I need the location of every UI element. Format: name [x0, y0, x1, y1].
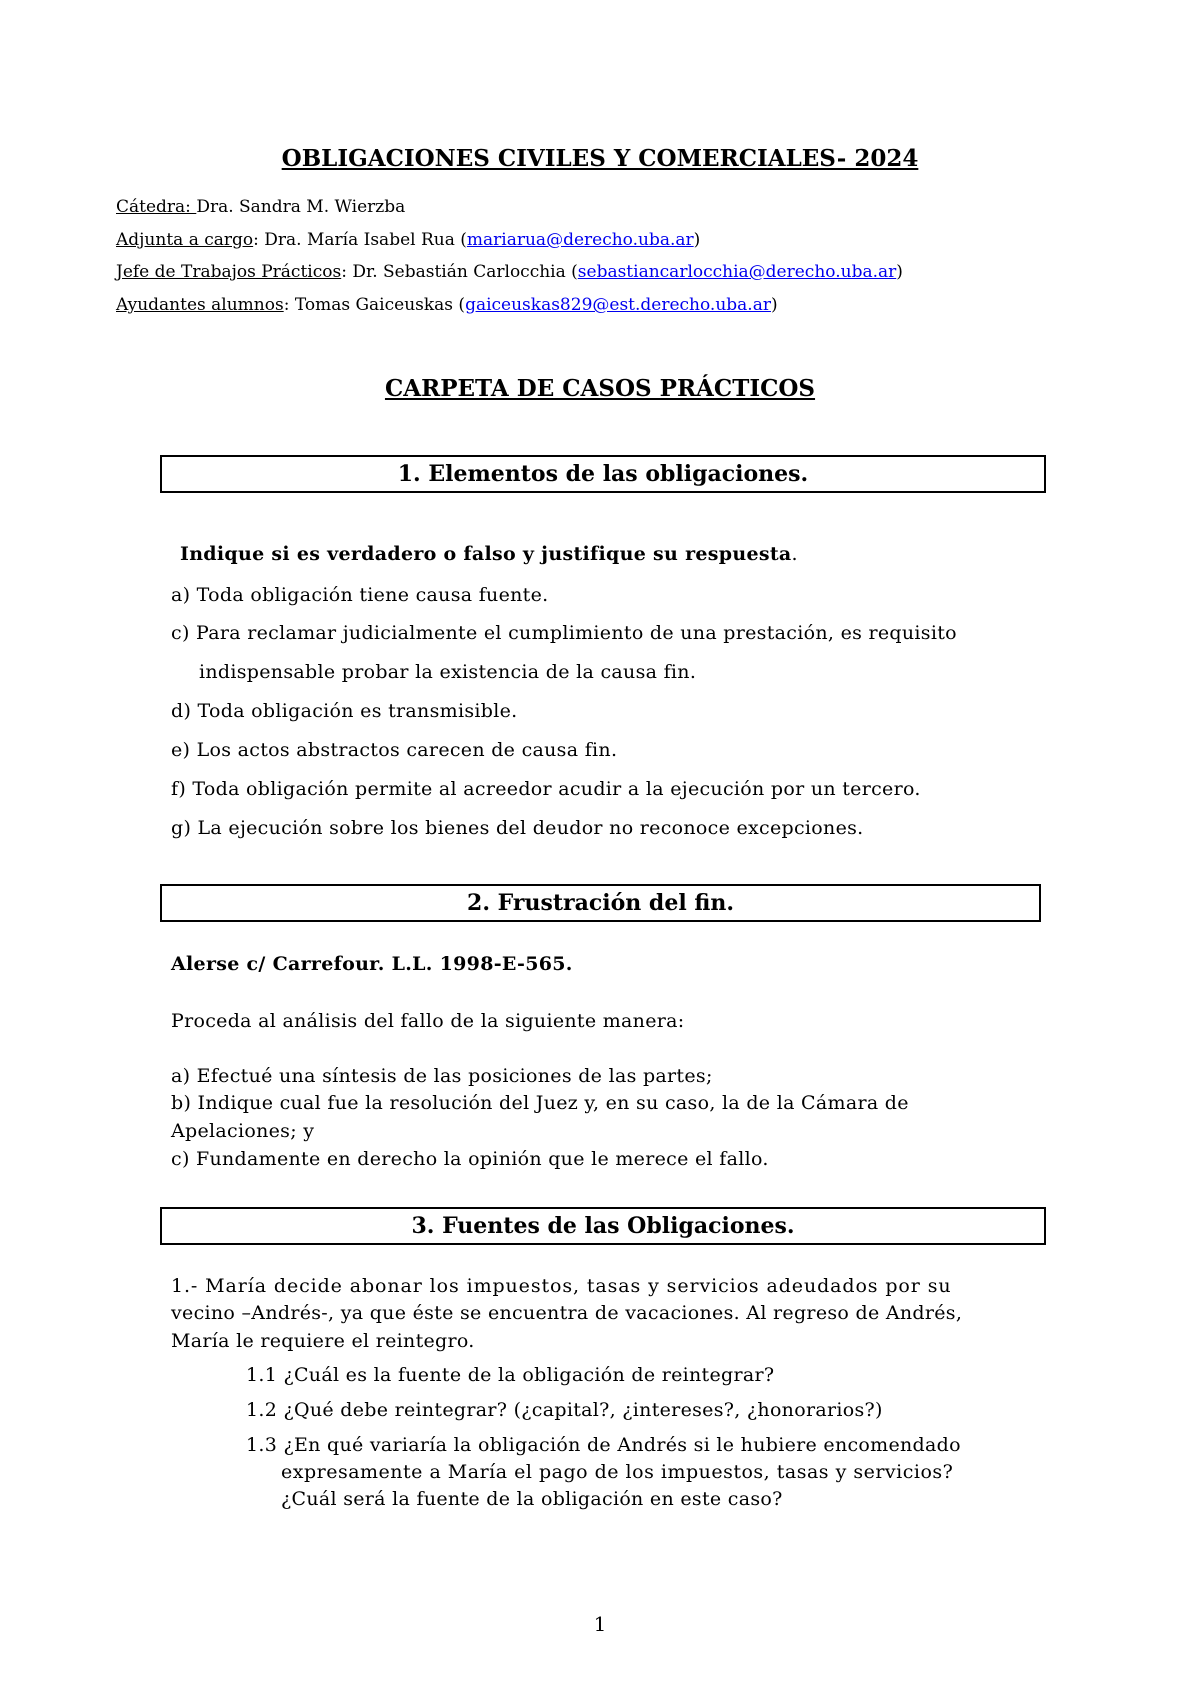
document-title: OBLIGACIONES CIVILES Y COMERCIALES- 2024	[281, 145, 919, 172]
case-paragraph-line: 1.- María decide abonar los impuestos, tasas y servicios adeudados por su	[171, 1275, 952, 1297]
list-item: a) Toda obligación tiene causa fuente.	[171, 584, 549, 606]
question-item: 1.1 ¿Cuál es la fuente de la obligación de reintegrar?	[246, 1364, 775, 1386]
section-2-heading: 2. Frustración del fin.	[160, 884, 1041, 922]
case-citation: Alerse c/ Carrefour. L.L. 1998-E-565.	[171, 953, 573, 975]
document-subtitle: CARPETA DE CASOS PRÁCTICOS	[384, 375, 816, 402]
instruction-end: .	[791, 543, 798, 565]
section-2-intro: Proceda al análisis del fallo de la siguiente manera:	[171, 1010, 685, 1032]
case-paragraph-line: vecino –Andrés-, ya que éste se encuentra de vacaciones. Al regreso de Andrés,	[171, 1302, 963, 1324]
list-item: c) Fundamente en derecho la opinión que le merece el fallo.	[171, 1148, 769, 1170]
question-item: 1.2 ¿Qué debe reintegrar? (¿capital?, ¿intereses?, ¿honorarios?)	[246, 1399, 883, 1421]
email-link[interactable]: mariarua@derecho.uba.ar	[466, 230, 694, 250]
list-item: d) Toda obligación es transmisible.	[171, 700, 518, 722]
staff-name: Dra. Sandra M. Wierzba	[196, 197, 406, 217]
staff-catedra	[116, 197, 405, 217]
list-item: a) Efectué una síntesis de las posiciones de las partes;	[171, 1065, 713, 1087]
section-1-heading: 1. Elementos de las obligaciones.	[160, 455, 1046, 493]
list-item: c) Para reclamar judicialmente el cumplimiento de una prestación, es requisito	[171, 622, 957, 644]
staff-name: : Tomas Gaiceuskas (	[283, 295, 466, 315]
staff-after: )	[693, 230, 701, 250]
staff-name: : Dr. Sebastián Carlocchia (	[341, 262, 578, 282]
staff-ayudantes	[116, 295, 778, 315]
staff-name: : Dra. María Isabel Rua (	[253, 230, 467, 250]
staff-role: Ayudantes alumnos	[116, 295, 284, 315]
section-1-instruction	[180, 543, 798, 565]
list-item-continuation: indispensable probar la existencia de la causa fin.	[199, 661, 697, 683]
staff-adjunta	[116, 230, 700, 250]
staff-role: Jefe de Trabajos Prácticos	[116, 262, 342, 282]
instruction-text: Indique si es verdadero o falso y justifique su respuesta	[180, 543, 792, 565]
staff-after: )	[896, 262, 903, 282]
list-item: g) La ejecución sobre los bienes del deudor no reconoce excepciones.	[171, 817, 864, 839]
email-link[interactable]: gaiceuskas829@est.derecho.uba.ar	[465, 295, 771, 315]
staff-jtp	[116, 262, 903, 282]
staff-after: )	[770, 295, 778, 315]
list-item: b) Indique cual fue la resolución del Juez y, en su caso, la de la Cámara de	[171, 1092, 909, 1114]
section-3-heading: 3. Fuentes de las Obligaciones.	[160, 1207, 1046, 1245]
email-link[interactable]: sebastiancarlocchia@derecho.uba.ar	[577, 262, 897, 282]
list-item: e) Los actos abstractos carecen de causa fin.	[171, 739, 618, 761]
case-paragraph-line: María le requiere el reintegro.	[171, 1330, 475, 1352]
question-continuation: expresamente a María el pago de los impuestos, tasas y servicios?	[281, 1461, 954, 1483]
page-number: 1	[593, 1612, 607, 1636]
list-item: f) Toda obligación permite al acreedor acudir a la ejecución por un tercero.	[171, 778, 921, 800]
question-item: 1.3 ¿En qué variaría la obligación de Andrés si le hubiere encomendado	[246, 1434, 961, 1456]
list-item-continuation: Apelaciones; y	[171, 1120, 315, 1142]
question-continuation: ¿Cuál será la fuente de la obligación en este caso?	[281, 1488, 783, 1510]
staff-role: Adjunta a cargo	[116, 230, 254, 250]
staff-role: Cátedra:	[116, 197, 197, 217]
